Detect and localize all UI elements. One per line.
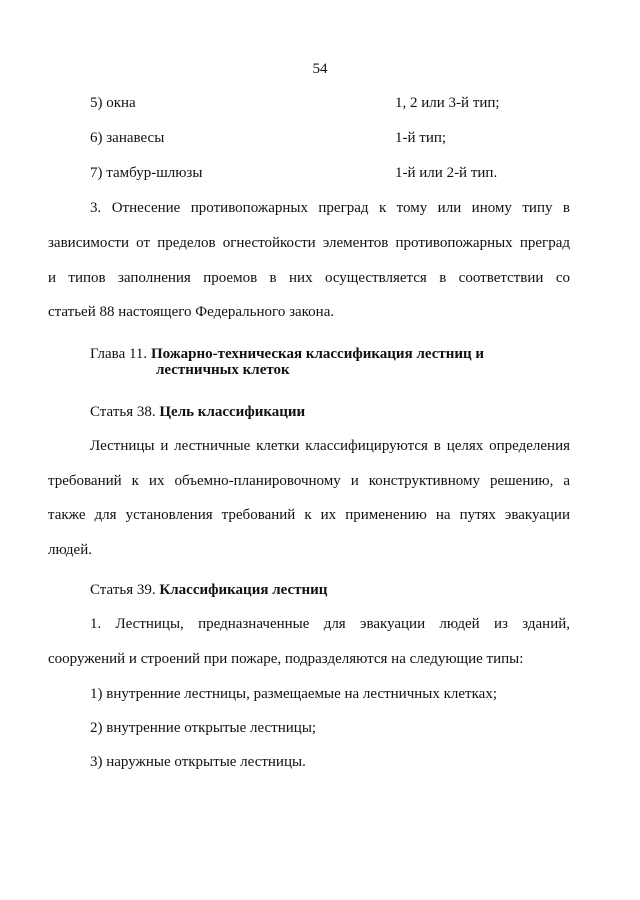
list-item-label: 6) занавесы <box>90 130 165 146</box>
article-heading <box>90 402 570 422</box>
paragraph-line: и типов заполнения проемов в них осуществляется в соответствии со <box>48 270 570 286</box>
chapter-title-continued: лестничных клеток <box>156 362 290 378</box>
article-prefix: Статья 38. <box>90 404 156 420</box>
list-item: 3) наружные открытые лестницы. <box>90 754 306 770</box>
paragraph-line: 1. Лестницы, предназначенные для эвакуации людей из зданий, <box>90 616 570 632</box>
page-number: 54 <box>312 61 328 77</box>
paragraph-line: людей. <box>48 542 92 558</box>
list-item-label: 7) тамбур-шлюзы <box>90 165 203 181</box>
paragraph-line: статьей 88 настоящего Федерального закона. <box>48 304 335 320</box>
paragraph-line: сооружений и строений при пожаре, подразделяются на следующие типы: <box>48 651 524 667</box>
paragraph-line: требований к их объемно-планировочному и конструктивному решению, а <box>48 473 570 489</box>
paragraph-line: зависимости от пределов огнестойкости элементов противопожарных преград <box>48 235 570 251</box>
chapter-prefix: Глава 11. <box>90 346 148 362</box>
article-heading <box>90 580 570 600</box>
chapter-title: Пожарно-техническая классификация лестниц и <box>150 346 485 362</box>
paragraph-line: также для установления требований к их применению на путях эвакуации <box>48 507 570 523</box>
article-title: Классификация лестниц <box>159 582 328 598</box>
list-item-type: 1-й тип; <box>395 130 447 146</box>
paragraph-line: 3. Отнесение противопожарных преград к тому или иному типу в <box>90 200 570 216</box>
paragraph-line: Лестницы и лестничные клетки классифицируются в целях определения <box>90 438 570 454</box>
article-title: Цель классификации <box>159 404 306 420</box>
list-item: 1) внутренние лестницы, размещаемые на лестничных клетках; <box>90 686 497 702</box>
list-item-label: 5) окна <box>90 95 136 111</box>
article-prefix: Статья 39. <box>90 582 156 598</box>
list-item-type: 1-й или 2-й тип. <box>395 165 498 181</box>
list-item-type: 1, 2 или 3-й тип; <box>395 95 500 111</box>
list-item: 2) внутренние открытые лестницы; <box>90 720 317 736</box>
